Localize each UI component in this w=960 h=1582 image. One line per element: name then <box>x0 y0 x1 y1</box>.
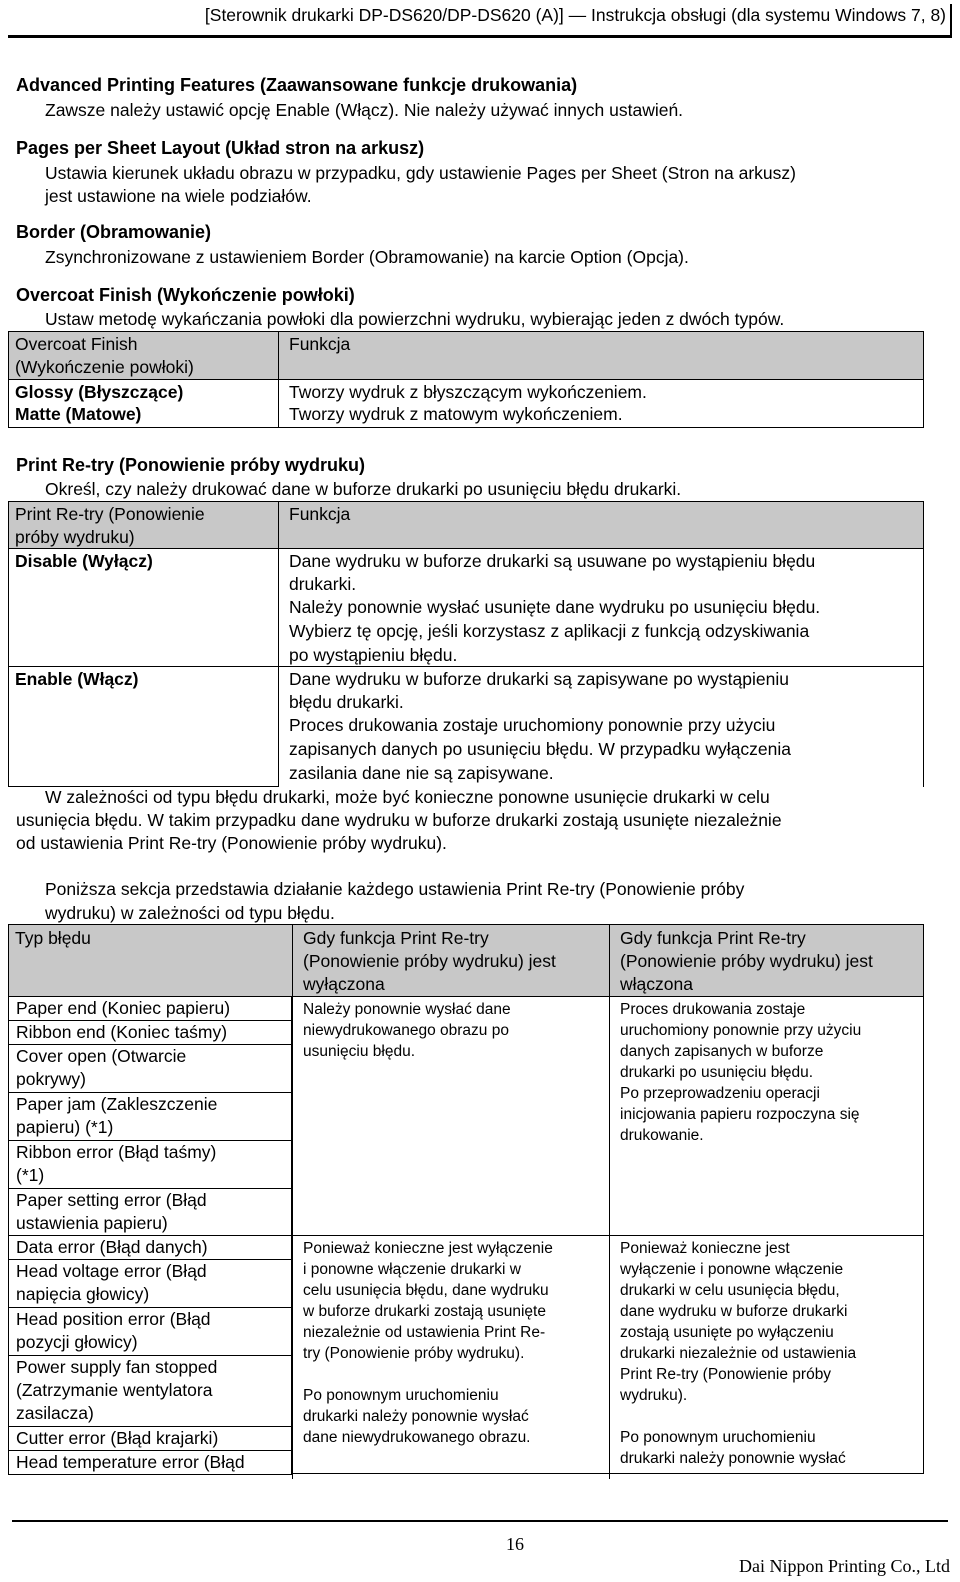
group2-disabled-4: w buforze drukarki zostają usunięte <box>303 1303 546 1320</box>
error-head-disabled-3: wyłączona <box>303 974 385 994</box>
pps-text-2: jest ustawione na wiele podziałów. <box>45 186 312 206</box>
error-row <box>8 1189 292 1236</box>
error-row <box>8 1356 292 1427</box>
group1-enabled-1: Proces drukowania zostaje <box>620 1001 806 1018</box>
error-type-head-position-1: Head position error (Błąd <box>16 1309 211 1329</box>
error-type-paper-end: Paper end (Koniec papieru) <box>16 998 231 1018</box>
error-head-enabled-2: (Ponowienie próby wydruku) jest <box>620 951 873 971</box>
group2-disabled-6: try (Ponowienie próby wydruku). <box>303 1345 525 1362</box>
group2-enabled-10: Po ponownym uruchomieniu <box>620 1429 816 1446</box>
group2-enabled-5: zostają usunięte po wyłączeniu <box>620 1324 834 1341</box>
pps-heading: Pages per Sheet Layout (Układ stron na arkusz) <box>16 138 425 158</box>
border-heading: Border (Obramowanie) <box>16 222 212 242</box>
retry-note-3: od ustawienia Print Re-try (Ponowienie próby wydruku). <box>16 833 447 853</box>
error-row <box>8 1093 292 1141</box>
error-row <box>8 1451 292 1475</box>
retry-row-enable-desc-1: Dane wydruku w buforze drukarki są zapisywane po wystąpieniu <box>289 669 789 689</box>
header-rule <box>8 35 952 38</box>
retry-text: Określ, czy należy drukować dane w buforze drukarki po usunięciu błędu drukarki. <box>45 479 682 499</box>
retry-table-row-divider <box>8 666 924 667</box>
retry-row-disable-desc-1: Dane wydruku w buforze drukarki są usuwane po wystąpieniu błędu <box>289 551 816 571</box>
error-row <box>8 997 292 1021</box>
retry-note-1: W zależności od typu błędu drukarki, może być konieczne ponowne usunięcie drukarki w celu <box>45 787 770 807</box>
retry-head-col1-line2: próby wydruku) <box>15 527 135 547</box>
error-row <box>8 1236 292 1260</box>
error-head-enabled-1: Gdy funkcja Print Re-try <box>620 928 806 948</box>
error-type-cover-open-2: pokrywy) <box>16 1069 87 1089</box>
group2-disabled-10: dane niewydrukowanego obrazu. <box>303 1429 531 1446</box>
group2-enabled-2: wyłączenie i ponowne włączenie <box>620 1261 844 1278</box>
error-type-psu-fan-2: (Zatrzymanie wentylatora <box>16 1380 213 1400</box>
retry-head-col1-line1: Print Re-try (Ponowienie <box>15 504 205 524</box>
document-header: [Sterownik drukarki DP-DS620/DP-DS620 (A)] — Instrukcja obsługi (dla systemu Windows 7, 8) <box>204 5 946 25</box>
error-table-group-divider <box>292 1235 924 1236</box>
pps-text-1: Ustawia kierunek układu obrazu w przypadku, gdy ustawienie Pages per Sheet (Stron na arkusz) <box>45 163 796 183</box>
error-type-cover-open-1: Cover open (Otwarcie <box>16 1046 187 1066</box>
retry-row-disable-desc-3: Należy ponownie wysłać usunięte dane wydruku po usunięciu błędu. <box>289 597 821 617</box>
header-border-right <box>950 4 952 37</box>
error-type-ribbon-error-2: (*1) <box>16 1165 45 1185</box>
overcoat-text: Ustaw metodę wykańczania powłoki dla powierzchni wydruku, wybierając jeden z dwóch typów. <box>45 309 785 329</box>
error-type-data-error: Data error (Błąd danych) <box>16 1237 208 1257</box>
overcoat-row-glossy-desc: Tworzy wydruk z błyszczącym wykończeniem. <box>289 382 647 402</box>
group2-enabled-8: wydruku). <box>620 1387 688 1404</box>
error-head-disabled-1: Gdy funkcja Print Re-try <box>303 928 489 948</box>
overcoat-heading: Overcoat Finish (Wykończenie powłoki) <box>16 285 355 305</box>
error-type-cutter: Cutter error (Błąd krajarki) <box>16 1428 219 1448</box>
overcoat-row-matte-desc: Tworzy wydruk z matowym wykończeniem. <box>289 404 623 424</box>
overcoat-row-glossy-name: Glossy (Błyszczące) <box>15 382 184 402</box>
error-type-head-position-2: pozycji głowicy) <box>16 1332 138 1352</box>
error-type-ribbon-error-1: Ribbon error (Błąd taśmy) <box>16 1142 217 1162</box>
retry-row-disable-desc-4: Wybierz tę opcję, jeśli korzystasz z aplikacji z funkcją odzyskiwania <box>289 621 810 641</box>
group2-disabled-8: Po ponownym uruchomieniu <box>303 1387 499 1404</box>
error-type-psu-fan-3: zasilacza) <box>16 1403 94 1423</box>
error-type-head-temp: Head temperature error (Błąd <box>16 1452 245 1472</box>
group1-enabled-2: uruchomiony ponownie przy użyciu <box>620 1022 862 1039</box>
group1-disabled-1: Należy ponownie wysłać dane <box>303 1001 511 1018</box>
group2-disabled-1: Ponieważ konieczne jest wyłączenie <box>303 1240 553 1257</box>
retry-table-divider-2 <box>278 666 279 787</box>
retry-row-enable-desc-5: zasilania dane nie są zapisywane. <box>289 763 554 783</box>
retry-intro-2: wydruku) w zależności od typu błędu. <box>45 903 335 923</box>
group1-enabled-7: drukowanie. <box>620 1127 704 1144</box>
error-type-head-voltage-2: napięcia głowicy) <box>16 1284 150 1304</box>
retry-row-enable-desc-3: Proces drukowania zostaje uruchomiony ponownie przy użyciu <box>289 715 776 735</box>
footer-rule <box>12 1520 948 1522</box>
retry-row-enable-name: Enable (Włącz) <box>15 669 139 689</box>
overcoat-head-col2: Funkcja <box>289 334 351 354</box>
overcoat-head-col1-line2: (Wykończenie powłoki) <box>15 357 194 377</box>
error-row <box>8 1021 292 1045</box>
company-name: Dai Nippon Printing Co., Ltd <box>739 1556 950 1576</box>
error-type-psu-fan-1: Power supply fan stopped <box>16 1357 218 1377</box>
error-type-ribbon-end: Ribbon end (Koniec taśmy) <box>16 1022 228 1042</box>
group2-enabled-4: dane wydruku w buforze drukarki <box>620 1303 848 1320</box>
error-type-head-voltage-1: Head voltage error (Błąd <box>16 1261 207 1281</box>
error-row <box>8 1260 292 1308</box>
retry-intro-1: Poniższa sekcja przedstawia działanie każdego ustawienia Print Re-try (Ponowienie próby <box>45 879 745 899</box>
retry-row-disable-name: Disable (Wyłącz) <box>15 551 153 571</box>
group1-enabled-5: Po przeprowadzeniu operacji <box>620 1085 820 1102</box>
group2-enabled-3: drukarki w celu usunięcia błędu, <box>620 1282 840 1299</box>
retry-row-disable-desc-2: drukarki. <box>289 574 357 594</box>
error-type-paper-setting-1: Paper setting error (Błąd <box>16 1190 207 1210</box>
error-row <box>8 1308 292 1356</box>
advanced-text: Zawsze należy ustawić opcję Enable (Włącz). Nie należy używać innych ustawień. <box>45 100 684 120</box>
retry-row-enable-desc-2: błędu drukarki. <box>289 692 404 712</box>
error-head-enabled-3: włączona <box>620 974 693 994</box>
retry-row-enable-desc-4: zapisanych danych po usunięciu błędu. W przypadku wyłączenia <box>289 739 791 759</box>
group2-disabled-2: i ponowne włączenie drukarki w <box>303 1261 521 1278</box>
group2-enabled-6: drukarki niezależnie od ustawienia <box>620 1345 857 1362</box>
error-table-bottom-right <box>292 1473 924 1474</box>
group2-disabled-5: niezależnie od ustawienia Print Re- <box>303 1324 546 1341</box>
border-text: Zsynchronizowane z ustawieniem Border (Obramowanie) na karcie Option (Opcja). <box>45 247 689 267</box>
retry-note-2: usunięcia błędu. W takim przypadku dane wydruku w buforze drukarki zostają usunięte niezależnie <box>16 810 782 830</box>
group1-enabled-6: inicjowania papieru rozpoczyna się <box>620 1106 860 1123</box>
group2-enabled-7: Print Re-try (Ponowienie próby <box>620 1366 832 1383</box>
error-head-type: Typ błędu <box>15 928 91 948</box>
group1-enabled-3: danych zapisanych w buforze <box>620 1043 824 1060</box>
overcoat-head-col1-line1: Overcoat Finish <box>15 334 138 354</box>
retry-heading: Print Re-try (Ponowienie próby wydruku) <box>16 455 366 475</box>
error-type-paper-jam-2: papieru) (*1) <box>16 1117 114 1137</box>
group2-enabled-11: drukarki należy ponownie wysłać <box>620 1450 846 1467</box>
page-number: 16 <box>506 1534 524 1554</box>
error-type-paper-jam-1: Paper jam (Zakleszczenie <box>16 1094 218 1114</box>
group1-disabled-3: usunięciu błędu. <box>303 1043 416 1060</box>
group2-disabled-3: celu usunięcia błędu, dane wydruku <box>303 1282 549 1299</box>
error-row <box>8 1427 292 1451</box>
error-type-paper-setting-2: ustawienia papieru) <box>16 1213 168 1233</box>
advanced-heading: Advanced Printing Features (Zaawansowane funkcje drukowania) <box>16 75 578 95</box>
group1-disabled-2: niewydrukowanego obrazu po <box>303 1022 509 1039</box>
group2-disabled-9: drukarki należy ponownie wysłać <box>303 1408 529 1425</box>
overcoat-row-matte-name: Matte (Matowe) <box>15 404 142 424</box>
retry-head-col2: Funkcja <box>289 504 351 524</box>
group1-enabled-4: drukarki po usunięciu błędu. <box>620 1064 814 1081</box>
error-head-disabled-2: (Ponowienie próby wydruku) jest <box>303 951 556 971</box>
error-row <box>8 1141 292 1189</box>
retry-row-disable-desc-5: po wystąpieniu błędu. <box>289 645 458 665</box>
error-row <box>8 1045 292 1093</box>
group2-enabled-1: Ponieważ konieczne jest <box>620 1240 790 1257</box>
